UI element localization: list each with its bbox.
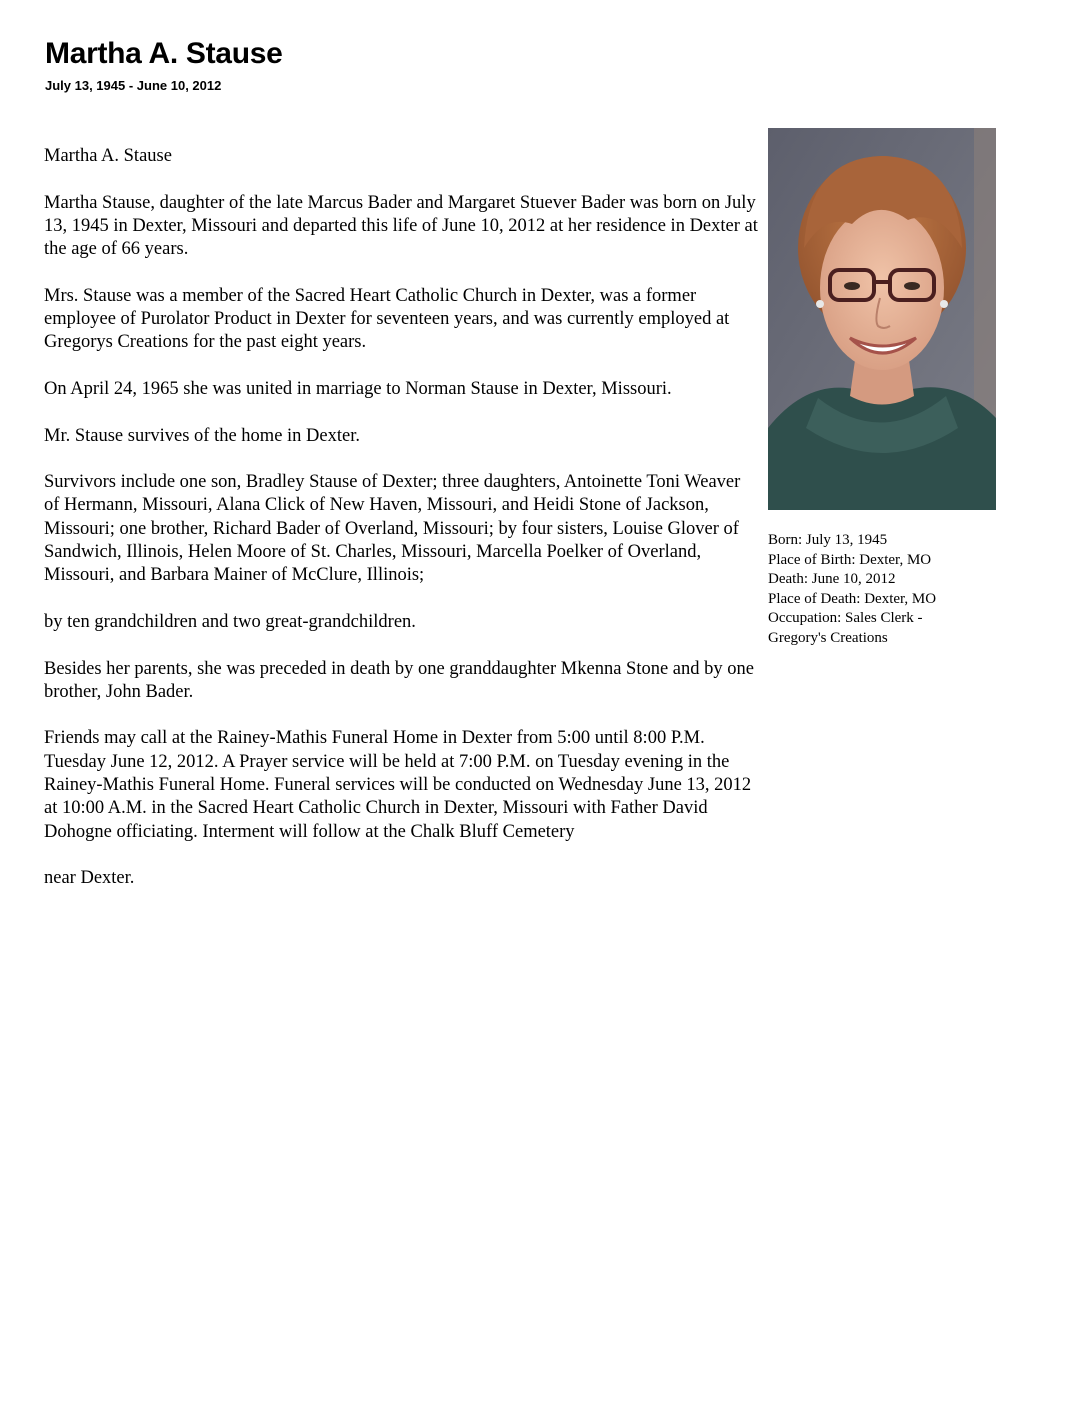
paragraph-husband: Mr. Stause survives of the home in Dexter. [44,425,360,446]
life-dates: July 13, 1945 - June 10, 2012 [45,78,222,93]
occupation: Occupation: Sales Clerk - [768,610,923,626]
portrait-icon [768,128,996,510]
born-date: Born: July 13, 1945 [768,532,888,548]
paragraph-preceded: Besides her parents, she was preceded in death by one granddaughter Mkenna Stone and by one brother, John Bader. [44,658,754,702]
obituary-text [44,145,760,914]
obituary-header [45,36,283,94]
portrait-photo [768,128,996,510]
paragraph-burial: near Dexter. [44,868,135,889]
vital-info [768,531,1008,648]
paragraph-survivors: Survivors include one son, Bradley Stause of Dexter; three daughters, Antoinette Toni Weaver of Hermann, Missouri, Alana Click of New Haven, Missouri, and Heidi Stone of Jackson, Missouri; one brother, Richard Bader of Overland, Missouri; by four sisters, Louise Glover of Sandwich, Illinois, Helen Moore of St. Charles, Missouri, Marcella Poelker of Overland, Missouri, and Barbara Mainer of McClure, Illinois; [44,472,741,586]
death-place: Place of Death: Dexter, MO [768,590,937,607]
paragraph-services: Friends may call at the Rainey-Mathis Funeral Home in Dexter from 5:00 until 8:00 P.M. Tuesday June 12, 2012. A Prayer service will be held at 7:00 P.M. on Tuesday evening in the Rainey-Mathis Funeral Home. Funeral services will be conducted on Wednesday June 13, 2012 at 10:00 A.M. in the Sacred Heart Catholic Church in Dexter, Missouri with Father David Dohogne officiating. Interment will follow at the Chalk Bluff Cemetery [44,728,752,842]
birth-place: Place of Birth: Dexter, MO [768,551,932,568]
paragraph-grandchildren: by ten grandchildren and two great-grandchildren. [44,611,416,632]
paragraph-work: Mrs. Stause was a member of the Sacred Heart Catholic Church in Dexter, was a former employee of Purolator Product in Dexter for seventeen years, and was currently employed at Gregorys Creations for the past eight years. [44,285,730,353]
occupation-employer: Gregory's Creations [768,629,888,646]
paragraph-name: Martha A. Stause [44,146,172,166]
page-title: Martha A. Stause [45,37,283,70]
death-date: Death: June 10, 2012 [768,571,896,587]
paragraph-marriage: On April 24, 1965 she was united in marriage to Norman Stause in Dexter, Missouri. [44,378,672,399]
paragraph-birth: Martha Stause, daughter of the late Marcus Bader and Margaret Stuever Bader was born on July 13, 1945 in Dexter, Missouri and departed this life of June 10, 2012 at her residence in Dexter at the age of 66 years. [44,192,758,260]
